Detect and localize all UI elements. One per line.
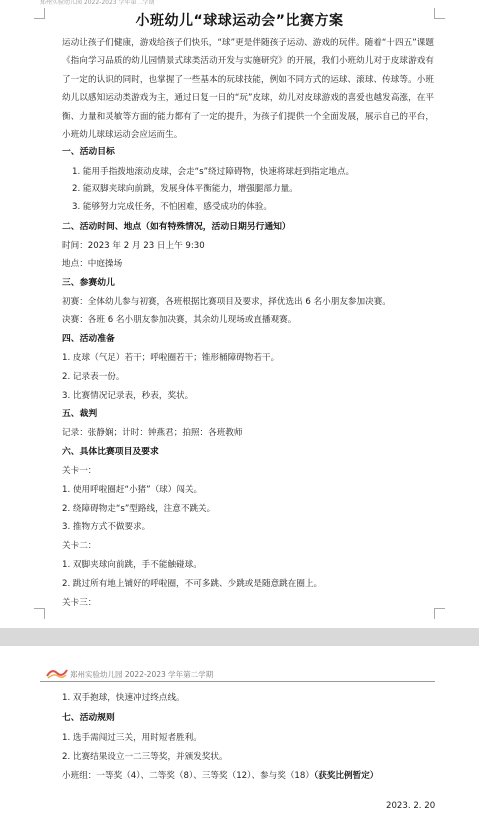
section-heading-referee: 五、裁判 [62,409,98,419]
section-heading-participants: 三、参赛幼儿 [62,278,115,288]
section-heading-preparation: 四、活动准备 [62,334,115,344]
level-label: 关卡三： [62,598,97,608]
level-item: 1. 双手抱球，快速冲过终点线。 [62,693,185,703]
prep-item: 3. 比赛情况记录表，秒表，奖状。 [62,391,194,401]
level-item: 3. 推物方式不做要求。 [62,522,151,532]
page-header-strip: 郑州实验幼儿园 2022-2023 学年第二学期 [40,0,155,6]
page-header [40,667,435,682]
level-label: 关卡二： [62,541,97,551]
event-time: 时间：2023 年 2 月 23 日上午 9:30 [62,241,205,251]
school-logo-icon [46,667,68,679]
rule-item: 1. 选手需闯过三关，用时短者胜利。 [62,733,202,743]
page-header-text: 郑州实验幼儿园 2022-2023 学年第二学期 [70,670,214,679]
prep-item: 1. 皮球（气足）若干；呼啦圈若干；锥形桶障碍物若干。 [62,353,280,363]
section-heading-goals: 一、活动目标 [62,147,115,157]
document-title: 小班幼儿“球球运动会”比赛方案 [135,13,344,29]
intro-paragraph: 运动让孩子们健康，游戏给孩子们快乐，“球”更是伴随孩子运动、游戏的玩伴。随着“十四五”课题《指向学习品质的幼儿园情景式球类活动开发与实施研究》的开展，我们小班幼儿对于皮球游戏有了一定的认识的同时，也掌握了一些基本的玩球技能，例如不同方式的运球、滚球、传球等。小班幼儿以感知运动类游戏为主，通过日复一日的“玩”皮球，幼儿对皮球游戏的喜爱也越发高涨，在平衡、力量和灵敏等方面的能力都有了一定的提升，为孩子们提供一个全面发展，展示自己的平台，小班幼儿球球运动会应运而生。 [62,38,434,141]
level-label: 关卡一： [62,466,97,476]
final-round: 决赛：各班 6 名小朋友参加决赛，其余幼儿现场或直播观赛。 [62,315,297,325]
rule-item: 2. 比赛结果设立一二三等奖，并颁发奖状。 [62,752,228,762]
level-item: 1. 使用呼啦圈赶“小猪”（球）闯关。 [62,485,203,495]
section-heading-rules: 七、活动规则 [62,713,115,723]
awards-note: （获奖比例暂定） [313,771,379,781]
referee-line: 记录：张静娴；计时：钟燕君；拍照：各班教师 [62,428,243,438]
margin-corner-mark [34,608,45,619]
goal-item: 2. 能双脚夹球向前跳，发展身体平衡能力，增强腿部力量。 [72,184,298,194]
level-item: 2. 绕障碍物走“s”型路线，注意不跳关。 [62,504,216,514]
event-place: 地点：中庭操场 [62,259,123,269]
awards-text: 小班组：一等奖（4）、二等奖（8）、三等奖（12）、参与奖（18） [62,771,314,781]
margin-corner-mark [434,608,445,619]
preliminary-round: 初赛：全体幼儿参与初赛，各班根据比赛项目及要求，择优选出 6 名小朋友参加决赛。 [62,297,391,307]
level-item: 2. 跳过所有地上铺好的呼啦圈，不可多跳、少跳或是随意跳在圈上。 [62,579,323,589]
level-item: 1. 双脚夹球向前跳，手不能触碰球。 [62,560,202,570]
section-heading-time-place: 二、活动时间、地点（如有特殊情况，活动日期另行通知） [62,222,291,232]
document-page-2 [0,646,479,815]
section-heading-events: 六、具体比赛项目及要求 [62,447,159,457]
goal-item: 3. 能够努力完成任务，不怕困难，感受成功的体验。 [72,202,272,212]
prep-item: 2. 记录表一份。 [62,372,125,382]
document-date: 2023. 2. 20 [386,801,436,811]
goal-item: 1. 能用手指拨地滚动皮球，会走“s”绕过障碍物，快速将球赶到指定地点。 [72,167,355,177]
awards-line [62,770,378,782]
